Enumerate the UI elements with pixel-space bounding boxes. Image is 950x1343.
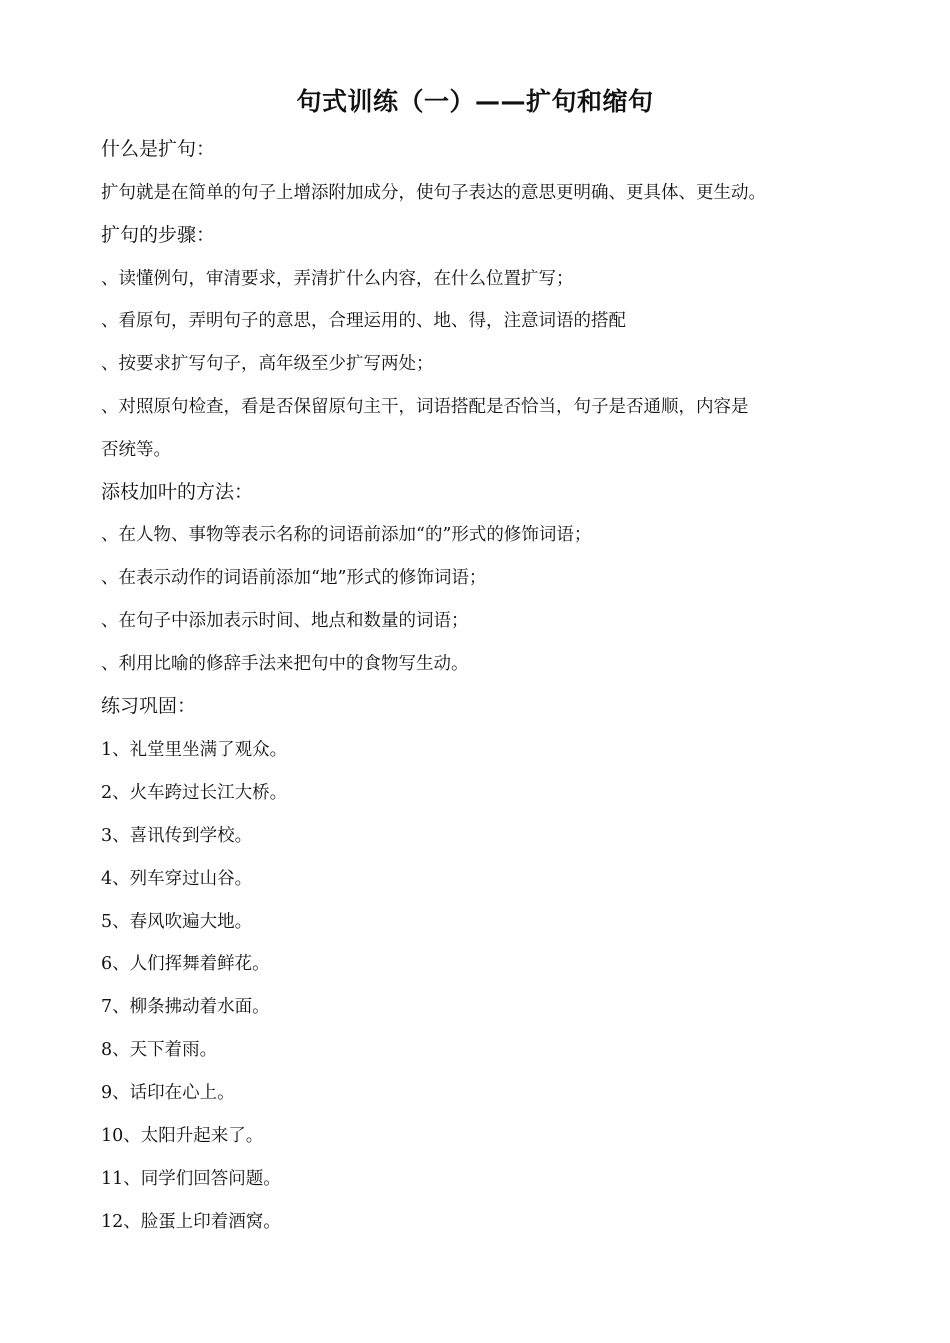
- exercise-item: 9、话印在心上。: [101, 1083, 235, 1103]
- exercise-item: 2、火车跨过长江大桥。: [101, 783, 288, 803]
- method-item: 、在句子中添加表示时间、地点和数量的词语；: [101, 611, 469, 631]
- page-title: 句式训练（一）——扩句和缩句: [296, 87, 654, 116]
- section-heading-methods: 添枝加叶的方法：: [101, 481, 254, 503]
- exercise-item: 10、太阳升起来了。: [101, 1126, 264, 1146]
- exercise-item: 7、柳条拂动着水面。: [101, 997, 270, 1017]
- section-heading-expansion-steps: 扩句的步骤：: [101, 224, 216, 246]
- method-item: 、在人物、事物等表示名称的词语前添加“的”形式的修饰词语；: [101, 525, 592, 545]
- exercise-item: 1、礼堂里坐满了观众。: [101, 740, 288, 760]
- method-item: 、利用比喻的修辞手法来把句中的食物写生动。: [101, 654, 469, 674]
- exercise-item: 4、列车穿过山谷。: [101, 869, 253, 889]
- exercise-item: 11、同学们回答问题。: [101, 1169, 281, 1189]
- exercise-item: 8、天下着雨。: [101, 1040, 218, 1060]
- section-heading-practice: 练习巩固：: [101, 695, 197, 717]
- definition-paragraph: 扩句就是在简单的句子上增添附加成分，使句子表达的意思更明确、更具体、更生动。: [101, 183, 766, 203]
- exercise-item: 3、喜讯传到学校。: [101, 826, 253, 846]
- step-item-continuation: 否统等。: [101, 440, 171, 460]
- step-item: 、按要求扩写句子，高年级至少扩写两处；: [101, 354, 434, 374]
- step-item: 、读懂例句，审清要求，弄清扩什么内容，在什么位置扩写；: [101, 269, 574, 289]
- exercise-item: 6、人们挥舞着鲜花。: [101, 954, 270, 974]
- method-item: 、在表示动作的词语前添加“地”形式的修饰词语；: [101, 568, 487, 588]
- step-item: 、对照原句检查，看是否保留原句主干，词语搭配是否恰当，句子是否通顺，内容是: [101, 397, 749, 417]
- section-heading-what-is-expansion: 什么是扩句：: [101, 138, 216, 160]
- step-item: 、看原句，弄明句子的意思，合理运用的、地、得，注意词语的搭配: [101, 311, 626, 331]
- exercise-item: 12、脸蛋上印着酒窝。: [101, 1212, 281, 1232]
- exercise-item: 5、春风吹遍大地。: [101, 912, 253, 932]
